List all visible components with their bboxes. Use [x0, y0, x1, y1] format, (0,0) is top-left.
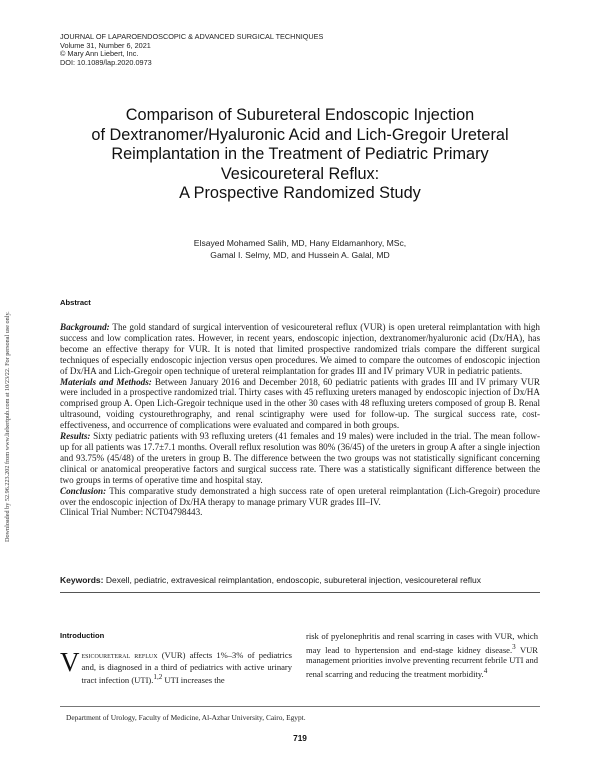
intro-text: VUR management priorities involve preventing recurrent febrile UTI and renal scarring and reducing the treatment morbidity.	[306, 644, 539, 679]
intro-text: UTI increases the	[162, 675, 225, 686]
footnote-divider	[60, 706, 540, 707]
journal-name: JOURNAL OF LAPAROENDOSCOPIC & ADVANCED SURGICAL TECHNIQUES	[60, 32, 324, 41]
trial-number: Clinical Trial Number: NCT04798443.	[60, 507, 203, 518]
citation-ref: 3	[512, 642, 516, 651]
intro-left-column	[60, 647, 292, 686]
abstract-heading: Abstract	[60, 298, 91, 307]
background-label: Background:	[60, 322, 110, 332]
article-title	[40, 106, 560, 204]
keywords-label: Keywords:	[60, 575, 104, 585]
conclusion-text: This comparative study demonstrated a high success rate of open ureteral reimplantation (Lich-Gregoir) procedure over the endoscopic injection of Dx/HA therapy to manage primary VUR grades III–IV.	[60, 485, 540, 507]
abstract-methods	[60, 377, 540, 432]
title-line: Comparison of Subureteral Endoscopic Injection	[125, 106, 475, 124]
doi-link[interactable]: DOI: 10.1089/lap.2020.0973	[60, 57, 152, 67]
methods-text: Between January 2016 and December 2018, 60 pediatric patients with grades III and IV primary VUR were included in a prospective randomized trial. Thirty cases with 45 refluxing ureters managed by endoscopic injection of Dx/HA comprised group A. Open Lich-Gregoir technique used in the other 30 cases with 48 refluxing ureters composed of group B. Renal ultrasound, voiding cystourethrography, and renal scintigraphy were used for follow-up. The surgical success rate, cost-effectiveness, and occurrence of complications were evaluated and compared in both groups.	[60, 376, 541, 431]
citation-ref: 4	[483, 666, 488, 675]
affiliation-footnote: Department of Urology, Faculty of Medicine, Al-Azhar University, Cairo, Egypt.	[66, 713, 306, 722]
author-list	[100, 237, 500, 261]
section-divider	[60, 592, 540, 593]
title-line: A Prospective Randomized Study	[179, 184, 421, 203]
introduction-heading: Introduction	[60, 631, 105, 640]
intro-text: (VUR) affects 1%–3% of pediatrics and, is diagnosed in a third of pediatrics with active urinary tract infection (UTI).	[81, 650, 292, 686]
download-watermark: Downloaded by 52.96.223.202 from www.liebertpub.com at 10/23/22. For personal use only.	[4, 311, 11, 543]
page-number: 719	[293, 733, 307, 743]
conclusion-label: Conclusion:	[60, 485, 107, 496]
journal-header	[60, 33, 460, 67]
results-text: Sixty pediatric patients with 93 refluxing ureters (41 females and 19 males) were included in the trial. The mean follow-up for all patients was 17.7±7.1 months. Overall reflux resolution was 80% (36/45) of the ureters in group A after a single injection and 93.75% (45/48) of the ureters in group B. The difference between the two groups was not statistically significant concerning clinical or anatomical preoperative factors and surgical success rate. There was a statistically significant difference between the two groups in terms of operative time and hospital stay.	[60, 431, 540, 485]
abstract-results	[60, 431, 540, 486]
title-line: of Dextranomer/Hyaluronic Acid and Lich-Gregoir Ureteral	[91, 125, 509, 144]
title-line: Reimplantation in the Treatment of Pediatric Primary	[111, 145, 489, 164]
background-text: The gold standard of surgical intervention of vesicoureteral reflux (VUR) is open ureteral reimplantation with high success and low complication rates. However, in recent years, endoscopic injection, dextranomer/hyaluronic acid (Dx/HA), has become an effective therapy for VUR. It is noted that limited prospective randomized trials compare the different surgical techniques of especially endoscopic injection versus open procedures. We aimed to compare the outcomes of endoscopic injection of Dx/HA and Lich-Gregoir open technique of ureteral reimplantation for grades III and IV primary VUR in pediatric patients.	[60, 322, 540, 376]
methods-label: Materials and Methods:	[60, 376, 152, 387]
results-label: Results:	[60, 431, 91, 442]
abstract-body	[60, 322, 540, 518]
copyright-line: © Mary Ann Liebert, Inc.	[60, 49, 139, 59]
citation-ref: 1,2	[153, 673, 163, 682]
author-line: Gamal I. Selmy, MD, and Hussein A. Galal, MD	[210, 250, 390, 261]
keywords	[60, 575, 550, 586]
smallcaps-term: esicoureteral reflux	[81, 651, 158, 660]
journal-volume: Volume 31, Number 6, 2021	[60, 40, 151, 50]
keywords-text: Dexell, pediatric, extravesical reimplantation, endoscopic, subureteral injection, vesicoureteral reflux	[103, 575, 481, 585]
intro-text: risk of pyelonephritis and renal scarring in cases with VUR, which may lead to hypertension and end-stage kidney disease.	[306, 631, 538, 655]
author-line: Elsayed Mohamed Salih, MD, Hany Eldamanhory, MSc,	[193, 238, 407, 248]
abstract-conclusion	[60, 486, 540, 508]
title-line: Vesicoureteral Reflux:	[220, 164, 380, 183]
abstract-background	[60, 322, 540, 377]
drop-cap: V	[60, 647, 80, 677]
intro-right-column	[306, 631, 538, 679]
